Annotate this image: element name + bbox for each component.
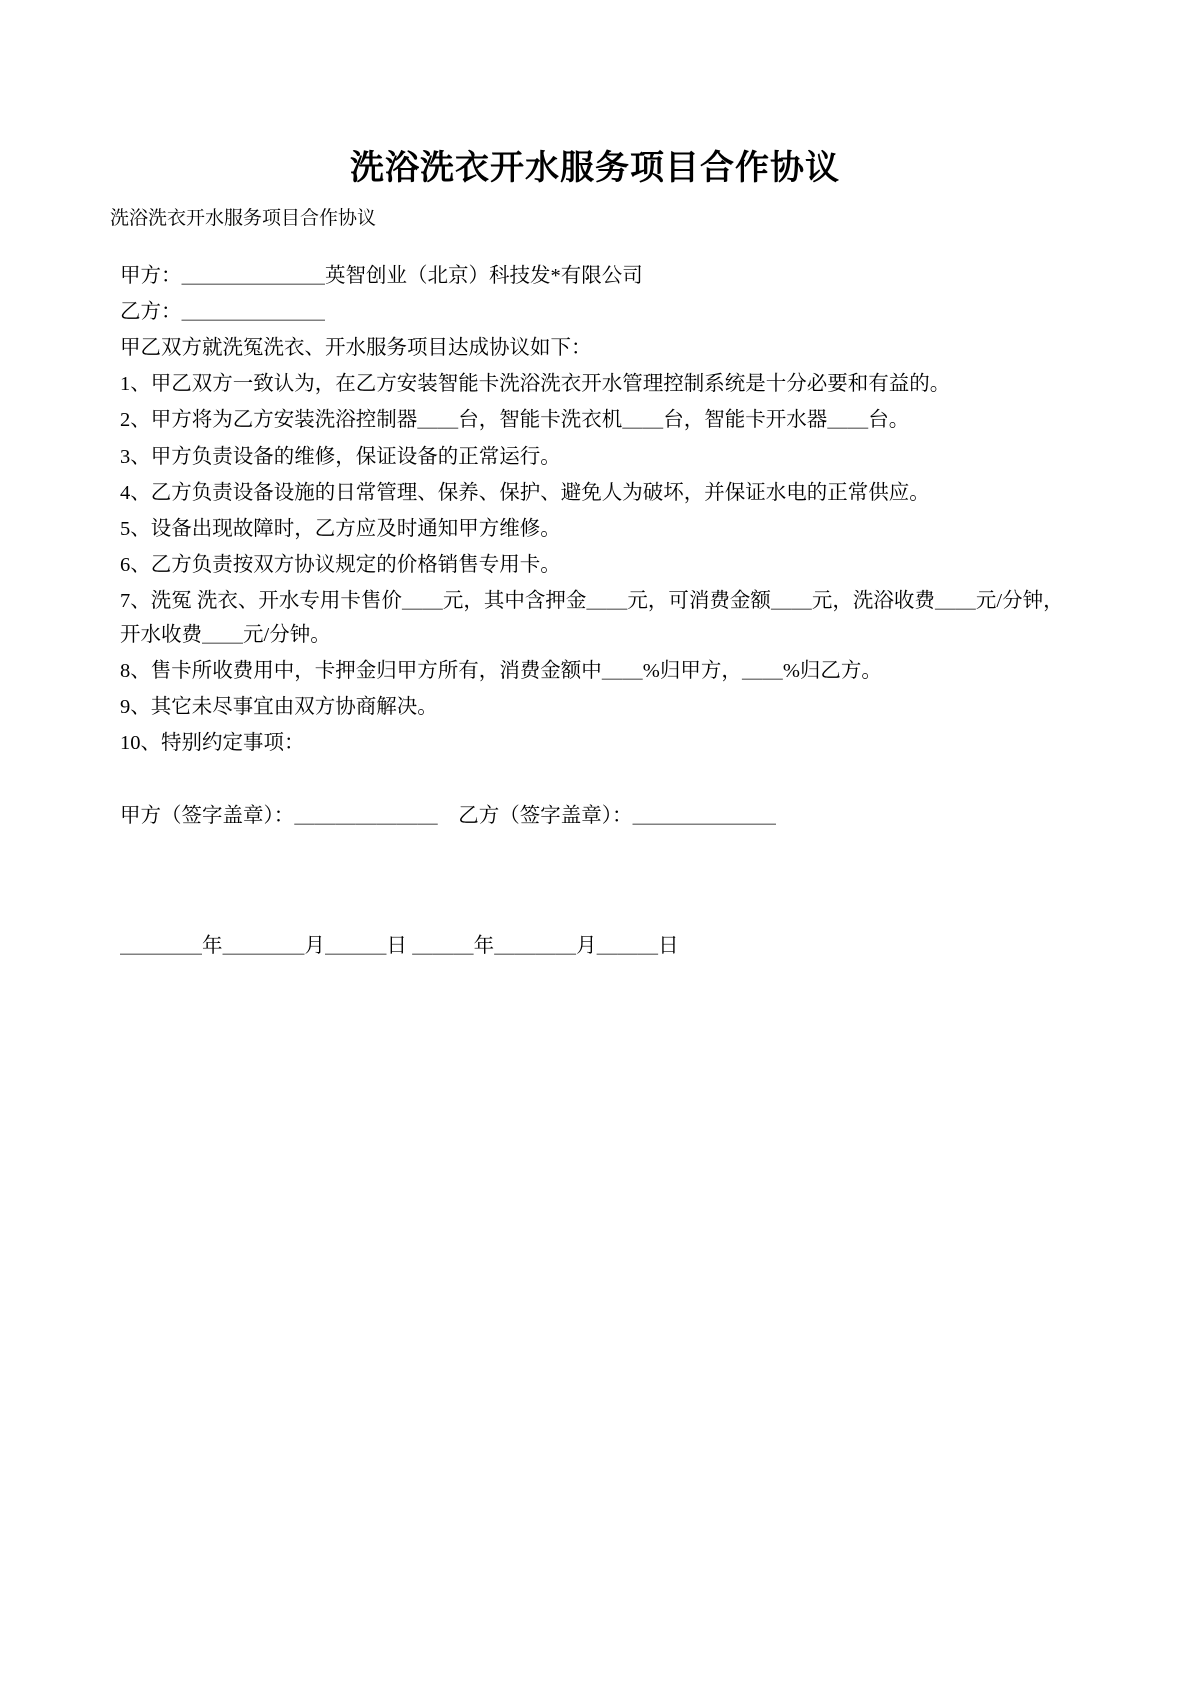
clause-item: 9、其它未尽事宜由双方协商解决。	[120, 695, 438, 718]
clause-item: 2、甲方将为乙方安装洗浴控制器＿＿台，智能卡洗衣机＿＿台，智能卡开水器＿＿台。	[120, 409, 910, 432]
document-body	[110, 260, 1080, 963]
page-title: 洗浴洗衣开水服务项目合作协议	[350, 149, 840, 187]
clause-item: 1、甲乙双方一致认为，在乙方安装智能卡洗浴洗衣开水管理控制系统是十分必要和有益的。	[120, 373, 951, 396]
agreement-intro: 甲乙双方就洗冤洗衣、开水服务项目达成协议如下：	[120, 336, 592, 359]
clause-item: 8、售卡所收费用中，卡押金归甲方所有，消费金额中＿＿%归甲方，＿＿%归乙方。	[120, 659, 882, 682]
clause-item: 3、甲方负责设备的维修，保证设备的正常运行。	[120, 445, 561, 468]
party-b-line: 乙方：＿＿＿＿＿＿＿	[120, 300, 325, 323]
clause-item: 10、特别约定事项：	[120, 732, 305, 755]
clause-item: 7、洗冤 洗衣、开水专用卡售价＿＿元，其中含押金＿＿元，可消费金额＿＿元，洗浴收费＿＿元/分钟，开水收费＿＿元/分钟。	[120, 590, 1064, 646]
document-subtitle: 洗浴洗衣开水服务项目合作协议	[110, 208, 377, 229]
clause-item: 6、乙方负责按双方协议规定的价格销售专用卡。	[120, 554, 561, 577]
clause-item: 5、设备出现故障时，乙方应及时通知甲方维修。	[120, 517, 561, 540]
signature-line: 甲方（签字盖章）：＿＿＿＿＿＿＿ 乙方（签字盖章）：＿＿＿＿＿＿＿	[120, 805, 776, 828]
date-line: ＿＿＿＿年＿＿＿＿月＿＿＿日 ＿＿＿年＿＿＿＿月＿＿＿日	[120, 934, 679, 957]
party-a-line: 甲方：＿＿＿＿＿＿＿英智创业（北京）科技发*有限公司	[120, 264, 643, 287]
clause-item: 4、乙方负责设备设施的日常管理、保养、保护、避免人为破坏，并保证水电的正常供应。	[120, 481, 930, 504]
